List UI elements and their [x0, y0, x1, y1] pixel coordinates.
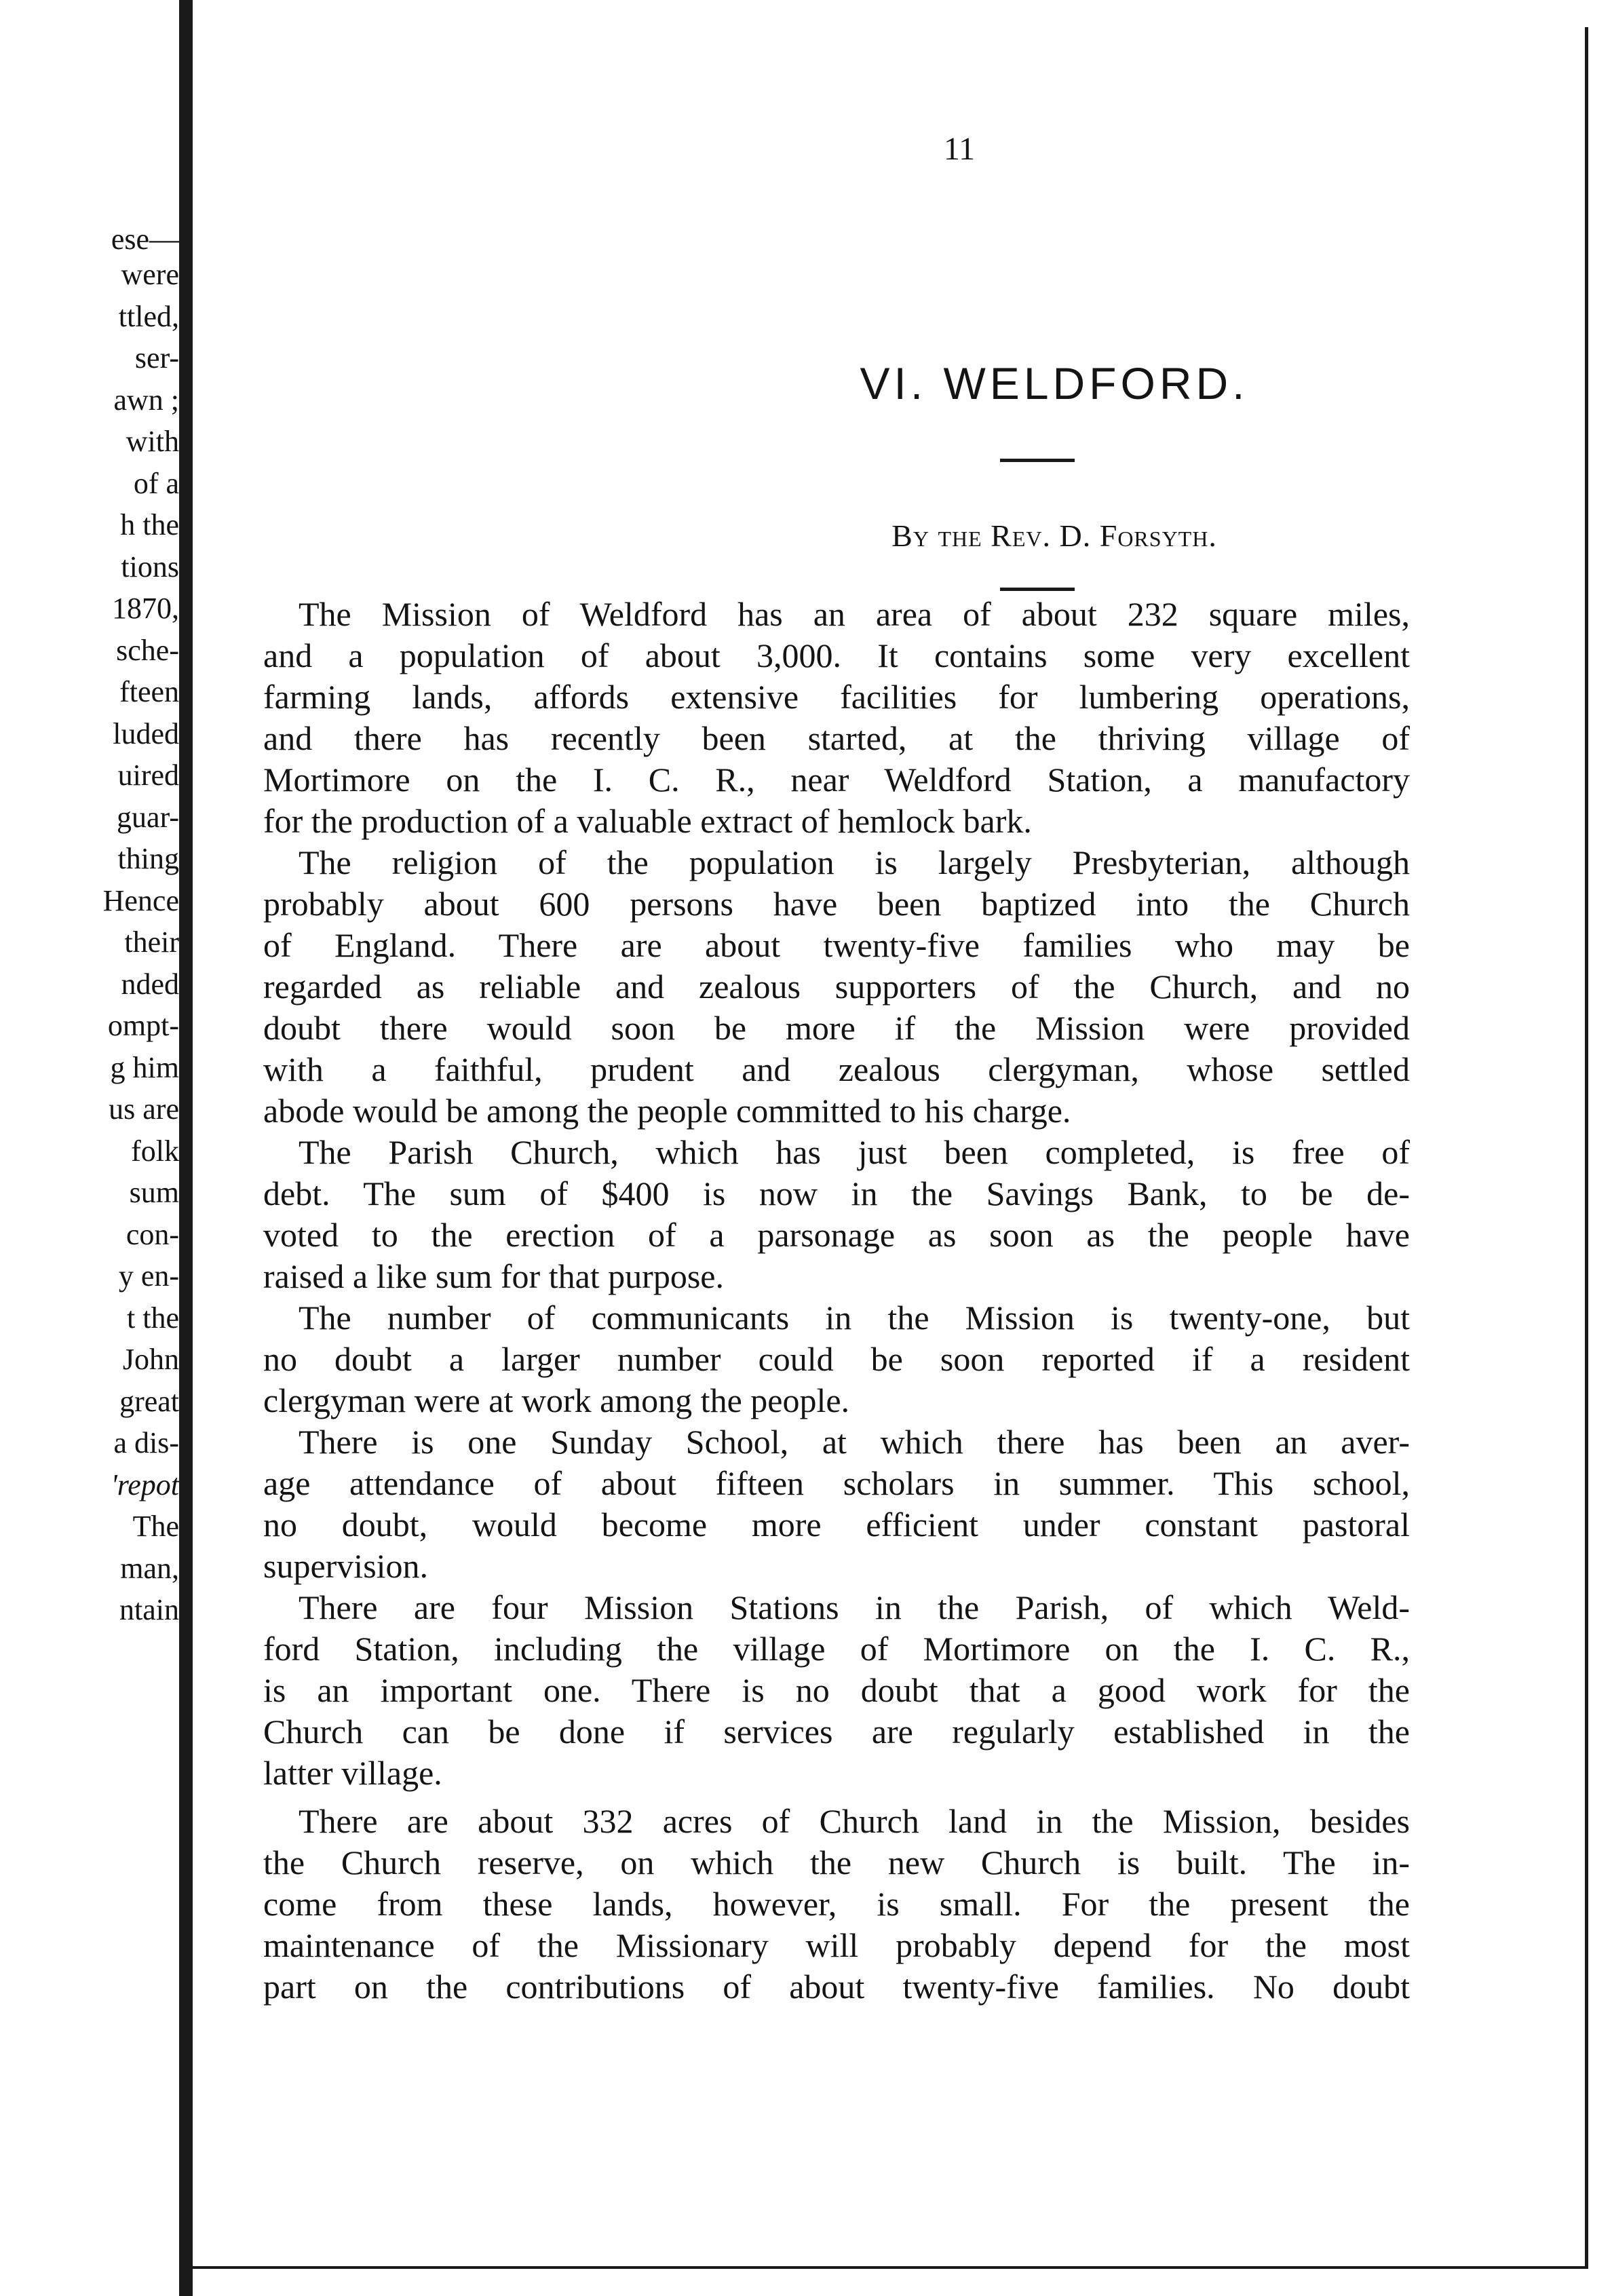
byline-rule	[1000, 588, 1075, 591]
margin-line: John	[122, 1343, 179, 1376]
margin-line: h the	[120, 508, 179, 541]
text-line: Church can be done if services are regularly established in the	[263, 1713, 1410, 1750]
text-line: supervision.	[263, 1547, 429, 1585]
text-line: debt. The sum of $400 is now in the Savings Bank, to be de-	[263, 1174, 1410, 1212]
text-line: and a population of about 3,000. It contains some very excellent	[263, 636, 1410, 674]
margin-line: luded	[113, 717, 179, 750]
margin-line: ser-	[134, 341, 179, 375]
margin-line: guar-	[117, 801, 179, 834]
text-line: The Mission of Weldford has an area of about 232 square miles,	[299, 595, 1410, 633]
text-line: is an important one. There is no doubt that a good work for the	[263, 1671, 1410, 1709]
margin-line: us are	[109, 1092, 179, 1126]
text-line: and there has recently been started, at the thriving village of	[263, 719, 1410, 757]
text-line: abode would be among the people committed to his charge.	[263, 1092, 1071, 1130]
margin-line: sum	[129, 1176, 179, 1209]
margin-line: tions	[121, 550, 179, 583]
text-line: farming lands, affords extensive facilities for lumbering operations,	[263, 678, 1410, 716]
text-line: for the production of a valuable extract of hemlock bark.	[263, 802, 1032, 840]
text-line: clergyman were at work among the people.	[263, 1381, 850, 1419]
page-number: 11	[943, 131, 976, 167]
margin-line: The	[132, 1510, 179, 1543]
text-line: doubt there would soon be more if the Mission were provided	[263, 1009, 1410, 1047]
margin-line: Hence	[102, 884, 179, 917]
margin-line: con-	[126, 1218, 179, 1251]
text-line: Mortimore on the I. C. R., near Weldford Station, a manufactory	[263, 761, 1410, 799]
byline-prefix: By the	[891, 518, 982, 553]
margin-line: uired	[117, 759, 179, 792]
margin-line: of a	[133, 467, 179, 500]
text-line: The Parish Church, which has just been completed, is free of	[299, 1133, 1410, 1171]
text-line: with a faithful, prudent and zealous clergyman, whose settled	[263, 1050, 1410, 1088]
text-line: latter village.	[263, 1754, 442, 1792]
margin-line: nded	[121, 968, 179, 1001]
text-line: raised a like sum for that purpose.	[263, 1257, 724, 1295]
author-name: Rev. D. Forsyth.	[991, 518, 1217, 553]
facing-page-margin	[0, 0, 179, 2296]
margin-line: awn ;	[113, 383, 179, 417]
title-rule	[1000, 459, 1075, 462]
margin-line: ompt-	[107, 1009, 179, 1042]
margin-line: sche-	[116, 634, 179, 667]
text-line: There are four Mission Stations in the Parish, of which Weld-	[299, 1588, 1410, 1626]
text-line: no doubt a larger number could be soon reported if a resident	[263, 1340, 1410, 1378]
margin-line: thing	[117, 842, 179, 875]
text-line: the Church reserve, on which the new Church is built. The in-	[263, 1843, 1410, 1881]
text-line: ford Station, including the village of Mortimore on the I. C. R.,	[263, 1630, 1410, 1668]
margin-line: man,	[120, 1552, 179, 1585]
margin-line: were	[121, 258, 179, 291]
margin-line: their	[124, 925, 179, 959]
margin-line: ese—	[111, 223, 179, 256]
margin-line: great	[119, 1385, 179, 1418]
text-line: The religion of the population is largely Presbyterian, although	[299, 843, 1410, 881]
text-line: There are about 332 acres of Church land in the Mission, besides	[299, 1802, 1410, 1840]
text-line: voted to the erection of a parsonage as soon as the people have	[263, 1216, 1410, 1254]
book-gutter	[179, 0, 193, 2296]
text-line: maintenance of the Missionary will probably depend for the most	[263, 1926, 1410, 1964]
margin-line: fteen	[119, 675, 179, 708]
text-line: of England. There are about twenty-five families who may be	[263, 926, 1410, 964]
text-line: The number of communicants in the Mission is twenty-one, but	[299, 1299, 1410, 1337]
margin-line: 1870,	[112, 592, 179, 625]
text-line: part on the contributions of about twenty-five families. No doubt	[263, 1968, 1410, 2006]
text-line: regarded as reliable and zealous supporters of the Church, and no	[263, 968, 1410, 1006]
margin-line: y en-	[118, 1259, 179, 1293]
text-line: There is one Sunday School, at which there has been an aver-	[299, 1423, 1410, 1461]
text-line: probably about 600 persons have been baptized into the Church	[263, 885, 1410, 923]
margin-line: t the	[127, 1301, 179, 1335]
text-line: no doubt, would become more efficient under constant pastoral	[263, 1506, 1410, 1544]
margin-line: a dis-	[113, 1426, 179, 1459]
text-line: come from these lands, however, is small. For the present the	[263, 1885, 1410, 1923]
margin-line: with	[126, 425, 179, 458]
author-byline	[573, 516, 1536, 556]
margin-line: ntain	[119, 1593, 179, 1626]
margin-line: folk	[131, 1134, 179, 1168]
chapter-title: VI. WELDFORD.	[860, 358, 1249, 408]
margin-line: 'repot	[111, 1468, 179, 1501]
margin-line: g him	[110, 1051, 179, 1084]
margin-line: ttled,	[118, 300, 179, 333]
text-line: age attendance of about fifteen scholars in summer. This school,	[263, 1464, 1410, 1502]
